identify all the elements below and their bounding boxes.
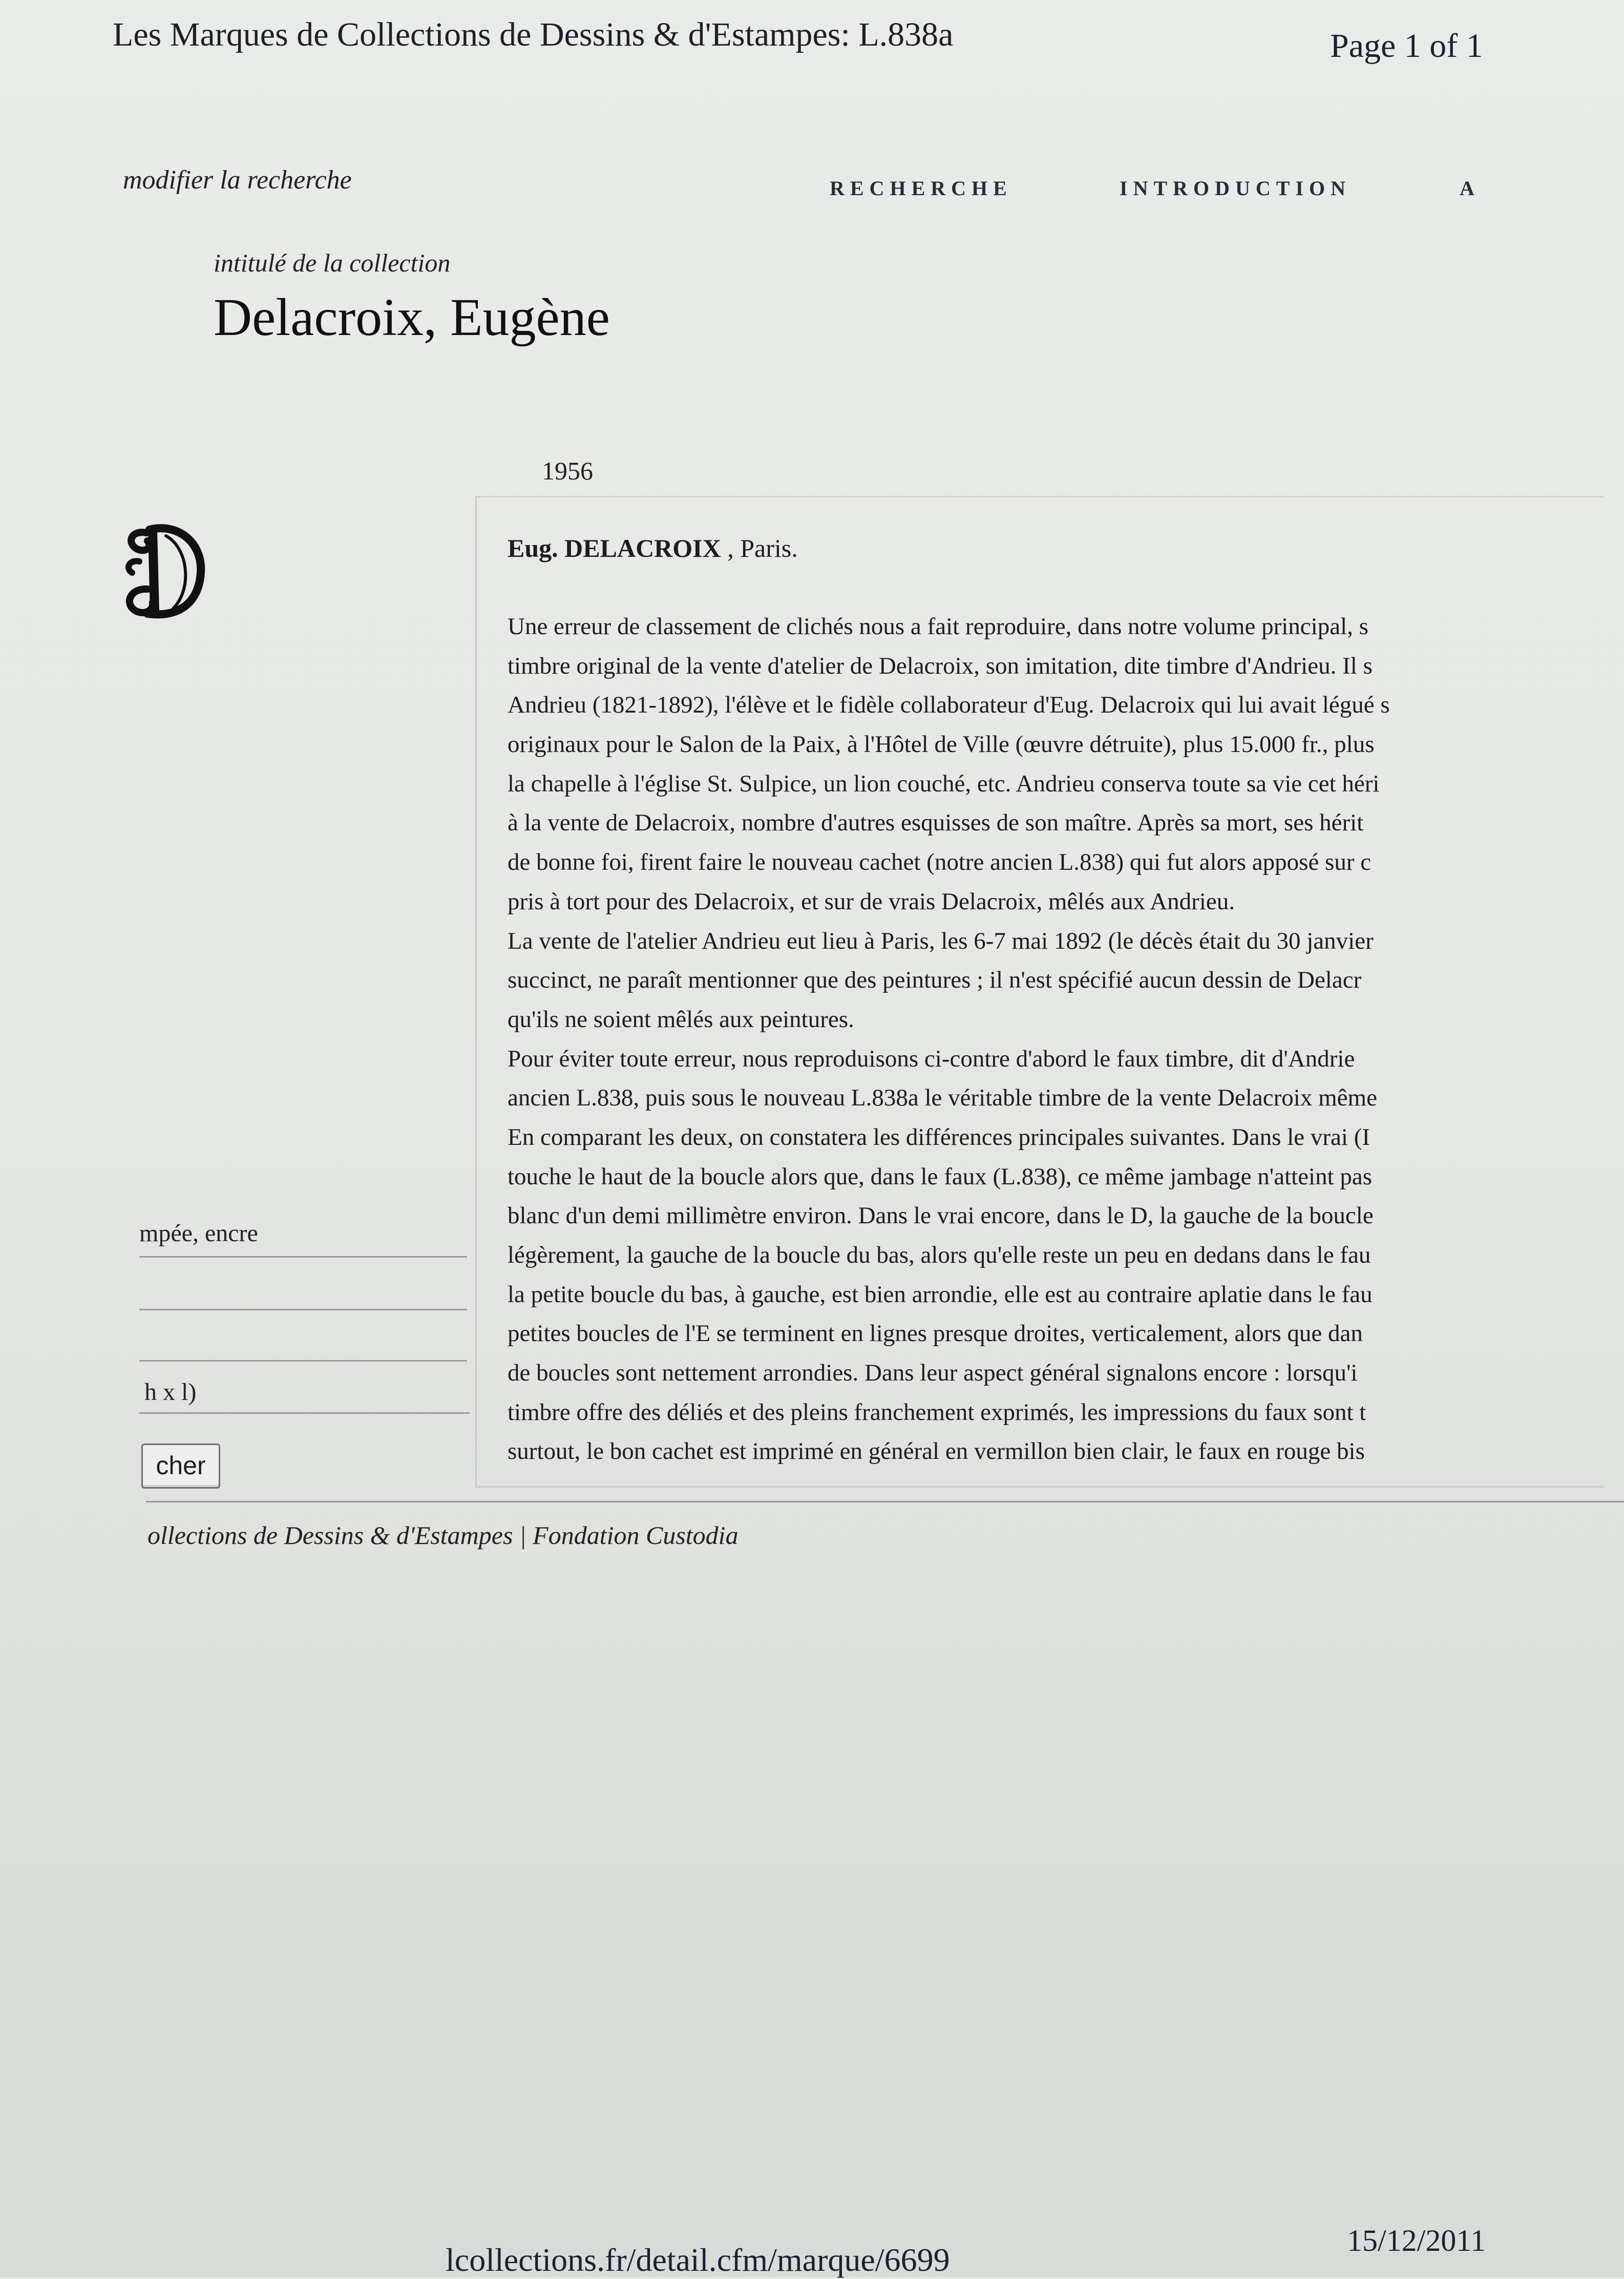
description-text [508,607,1604,1471]
description-line: ancien L.838, puis sous le nouveau L.838a le véritable timbre de la vente Delacroix même [508,1084,1377,1112]
dimensions-field-value[interactable]: h x l) [144,1378,197,1406]
description-line: En comparant les deux, on constatera les différences principales suivantes. Dans le vrai (I [508,1123,1370,1151]
description-line: surtout, le bon cachet est imprimé en général en vermillon bien clair, le faux en rouge bis [508,1438,1365,1465]
nav-introduction[interactable]: INTRODUCTION [1120,177,1352,200]
description-line: légèrement, la gauche de la boucle du bas, alors qu'elle reste un peu en dedans dans le fau [508,1242,1371,1268]
year-label: 1956 [542,456,593,485]
print-header-title: Les Marques de Collections de Dessins & d'Estampes: L.838a [113,16,954,53]
description-line: pris à tort pour des Delacroix, et sur de vrais Delacroix, mêlés aux Andrieu. [508,888,1235,915]
description-line: Pour éviter toute erreur, nous reproduisons ci-contre d'abord le faux timbre, dit d'Andrie [508,1045,1355,1072]
footer-divider [146,1501,1624,1502]
print-date: 15/12/2011 [1347,2224,1486,2257]
form-field-underline [139,1256,467,1258]
description-line: timbre offre des déliés et des pleins franchement exprimés, les impressions du faux sont t [508,1398,1366,1426]
description-line: Une erreur de classement de clichés nous a fait reproduire, dans notre volume principal, s [508,613,1368,640]
description-line: blanc d'un demi millimètre environ. Dans le vrai encore, dans le D, la gauche de la boucle [508,1202,1374,1229]
description-line: de bonne foi, firent faire le nouveau cachet (notre ancien L.838) qui fut alors apposé sur c [508,849,1372,876]
description-line: La vente de l'atelier Andrieu eut lieu à Paris, les 6-7 mai 1892 (le décès était du 30 janvier [508,927,1374,954]
owner-place: , Paris. [721,534,798,562]
print-page-number: Page 1 of 1 [1330,27,1483,65]
owner-heading [508,533,1604,563]
description-line: touche le haut de la boucle alors que, dans le faux (L.838), ce même jambage n'atteint pas [508,1163,1373,1190]
description-line: petites boucles de l'E se terminent en lignes presque droites, verticalement, alors que dan [508,1320,1363,1347]
form-field-underline [139,1412,470,1414]
mark-description-panel [475,496,1604,1488]
footer-credits: ollections de Dessins & d'Estampes | Fondation Custodia [147,1521,739,1550]
description-line: originaux pour le Salon de la Paix, à l'Hôtel de Ville (œuvre détruite), plus 15.000 fr., plus [508,731,1375,758]
form-field-underline[interactable] [139,1360,467,1362]
nav-a[interactable]: A [1460,177,1480,200]
form-field-underline[interactable] [139,1309,467,1310]
description-line: la chapelle à l'église St. Sulpice, un lion couché, etc. Andrieu conserva toute sa vie cet héri [508,770,1380,797]
description-line: Andrieu (1821-1892), l'élève et le fidèle collaborateur d'Eug. Delacroix qui lui avait légué s [508,692,1390,719]
search-button[interactable]: cher [141,1444,220,1489]
print-url: lcollections.fr/detail.cfm/marque/6699 [446,2242,950,2278]
nav-recherche[interactable]: RECHERCHE [830,177,1013,200]
description-line: la petite boucle du bas, à gauche, est bien arrondie, elle est au contraire aplatie dans le fau [508,1281,1373,1308]
description-line: qu'ils ne soient mêlés aux peintures. [508,1006,854,1033]
description-line: de boucles sont nettement arrondies. Dans leur aspect général signalons encore : lorsqu'i [508,1360,1358,1387]
collector-mark-icon [117,512,209,625]
description-line: à la vente de Delacroix, nombre d'autres esquisses de son maître. Après sa mort, ses hérit [508,809,1364,837]
technique-field-value[interactable]: mpée, encre [139,1220,258,1247]
collection-name: Delacroix, Eugène [214,288,610,347]
modify-search-link[interactable]: modifier la recherche [123,165,352,195]
description-line: timbre original de la vente d'atelier de Delacroix, son imitation, dite timbre d'Andrieu. Il s [508,652,1373,679]
owner-name: Eug. DELACROIX [508,534,721,562]
collection-caption: intitulé de la collection [214,248,451,277]
description-line: succinct, ne paraît mentionner que des peintures ; il n'est spécifié aucun dessin de Delacr [508,967,1362,994]
